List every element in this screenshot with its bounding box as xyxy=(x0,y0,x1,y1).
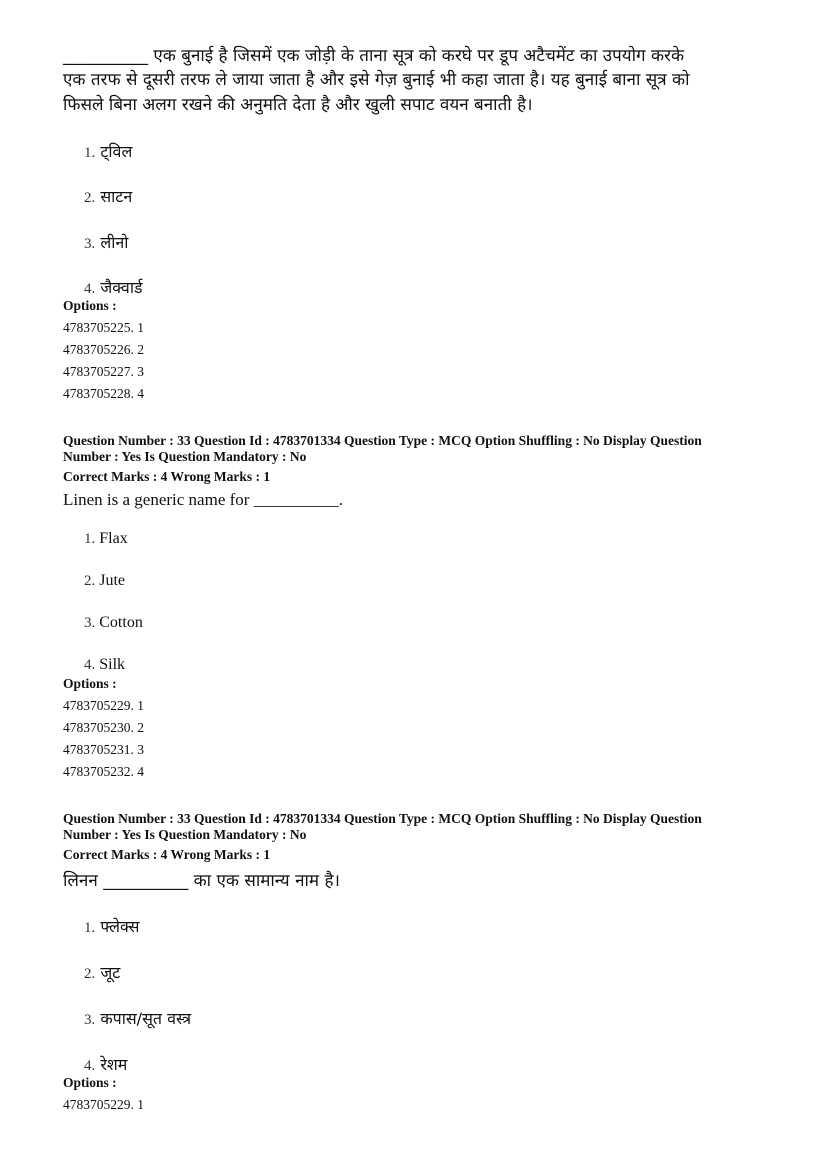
choice-text: Flax xyxy=(99,530,128,547)
choice-number: 2. xyxy=(84,573,96,589)
question-text-line-2: एक तरफ से दूसरी तरफ ले जाया जाता है और इसे गेज़ बुनाई भी कहा जाता है। यह बुनाई बाना सूत्र को xyxy=(63,70,690,90)
option-id-row: 4783705230. 2 xyxy=(63,720,144,735)
choice-number: 4. xyxy=(84,1058,96,1074)
question-meta-line-1: Question Number : 33 Question Id : 4783701334 Question Type : MCQ Option Shuffling : No Display Question xyxy=(63,811,702,826)
choice-text: Jute xyxy=(99,572,126,589)
choice-item xyxy=(84,530,128,548)
choice-number: 2. xyxy=(84,190,96,206)
choice-item xyxy=(84,1007,191,1029)
option-id-row: 4783705229. 1 xyxy=(63,698,144,713)
option-id-row: 4783705228. 4 xyxy=(63,386,144,401)
options-label: Options : xyxy=(63,676,117,691)
choice-item xyxy=(84,961,120,983)
choice-number: 1. xyxy=(84,145,96,161)
choice-text: रेशम xyxy=(100,1055,128,1074)
choice-item xyxy=(84,231,128,253)
choice-number: 3. xyxy=(84,236,96,252)
choice-text: साटन xyxy=(100,187,133,206)
choice-number: 4. xyxy=(84,657,96,673)
choice-text: जैक्वार्ड xyxy=(100,278,143,297)
choice-number: 1. xyxy=(84,531,96,547)
choice-item xyxy=(84,656,125,674)
choice-text: फ्लेक्स xyxy=(100,917,140,936)
choice-text: जूट xyxy=(100,963,121,982)
choice-item xyxy=(84,276,143,298)
options-label: Options : xyxy=(63,1075,117,1090)
choice-item xyxy=(84,915,139,937)
option-id-row: 4783705231. 3 xyxy=(63,742,144,757)
choice-number: 4. xyxy=(84,281,96,297)
question-meta-line-1: Question Number : 33 Question Id : 4783701334 Question Type : MCQ Option Shuffling : No Display Question xyxy=(63,433,702,448)
question-marks: Correct Marks : 4 Wrong Marks : 1 xyxy=(63,847,271,862)
question-text: लिनन __________ का एक सामान्य नाम है। xyxy=(63,871,340,891)
choice-number: 3. xyxy=(84,1012,96,1028)
choice-text: लीनो xyxy=(100,233,129,252)
question-text: Linen is a generic name for __________. xyxy=(63,490,343,509)
choice-number: 1. xyxy=(84,920,96,936)
choice-item xyxy=(84,185,132,207)
choice-text: Cotton xyxy=(99,614,143,631)
question-text-line-3: फिसले बिना अलग रखने की अनुमति देता है और खुली सपाट वयन बनाती है। xyxy=(63,95,533,115)
question-marks: Correct Marks : 4 Wrong Marks : 1 xyxy=(63,469,271,484)
choice-number: 2. xyxy=(84,966,96,982)
choice-item xyxy=(84,140,132,162)
options-label: Options : xyxy=(63,298,117,313)
option-id-row: 4783705229. 1 xyxy=(63,1097,144,1112)
choice-text: Silk xyxy=(99,656,126,673)
choice-text: कपास/सूत वस्त्र xyxy=(100,1009,192,1028)
option-id-row: 4783705225. 1 xyxy=(63,320,144,335)
choice-text: ट्विल xyxy=(100,142,133,161)
question-text-line-1: __________ एक बुनाई है जिसमें एक जोड़ी के ताना सूत्र को करघे पर डूप अटैचमेंट का उपयोग करके xyxy=(63,46,685,66)
choice-item xyxy=(84,1053,127,1075)
choice-number: 3. xyxy=(84,615,96,631)
option-id-row: 4783705227. 3 xyxy=(63,364,144,379)
choice-item xyxy=(84,572,125,590)
question-meta-line-2: Number : Yes Is Question Mandatory : No xyxy=(63,827,307,842)
option-id-row: 4783705226. 2 xyxy=(63,342,144,357)
choice-item xyxy=(84,614,143,632)
option-id-row: 4783705232. 4 xyxy=(63,764,144,779)
question-meta-line-2: Number : Yes Is Question Mandatory : No xyxy=(63,449,307,464)
